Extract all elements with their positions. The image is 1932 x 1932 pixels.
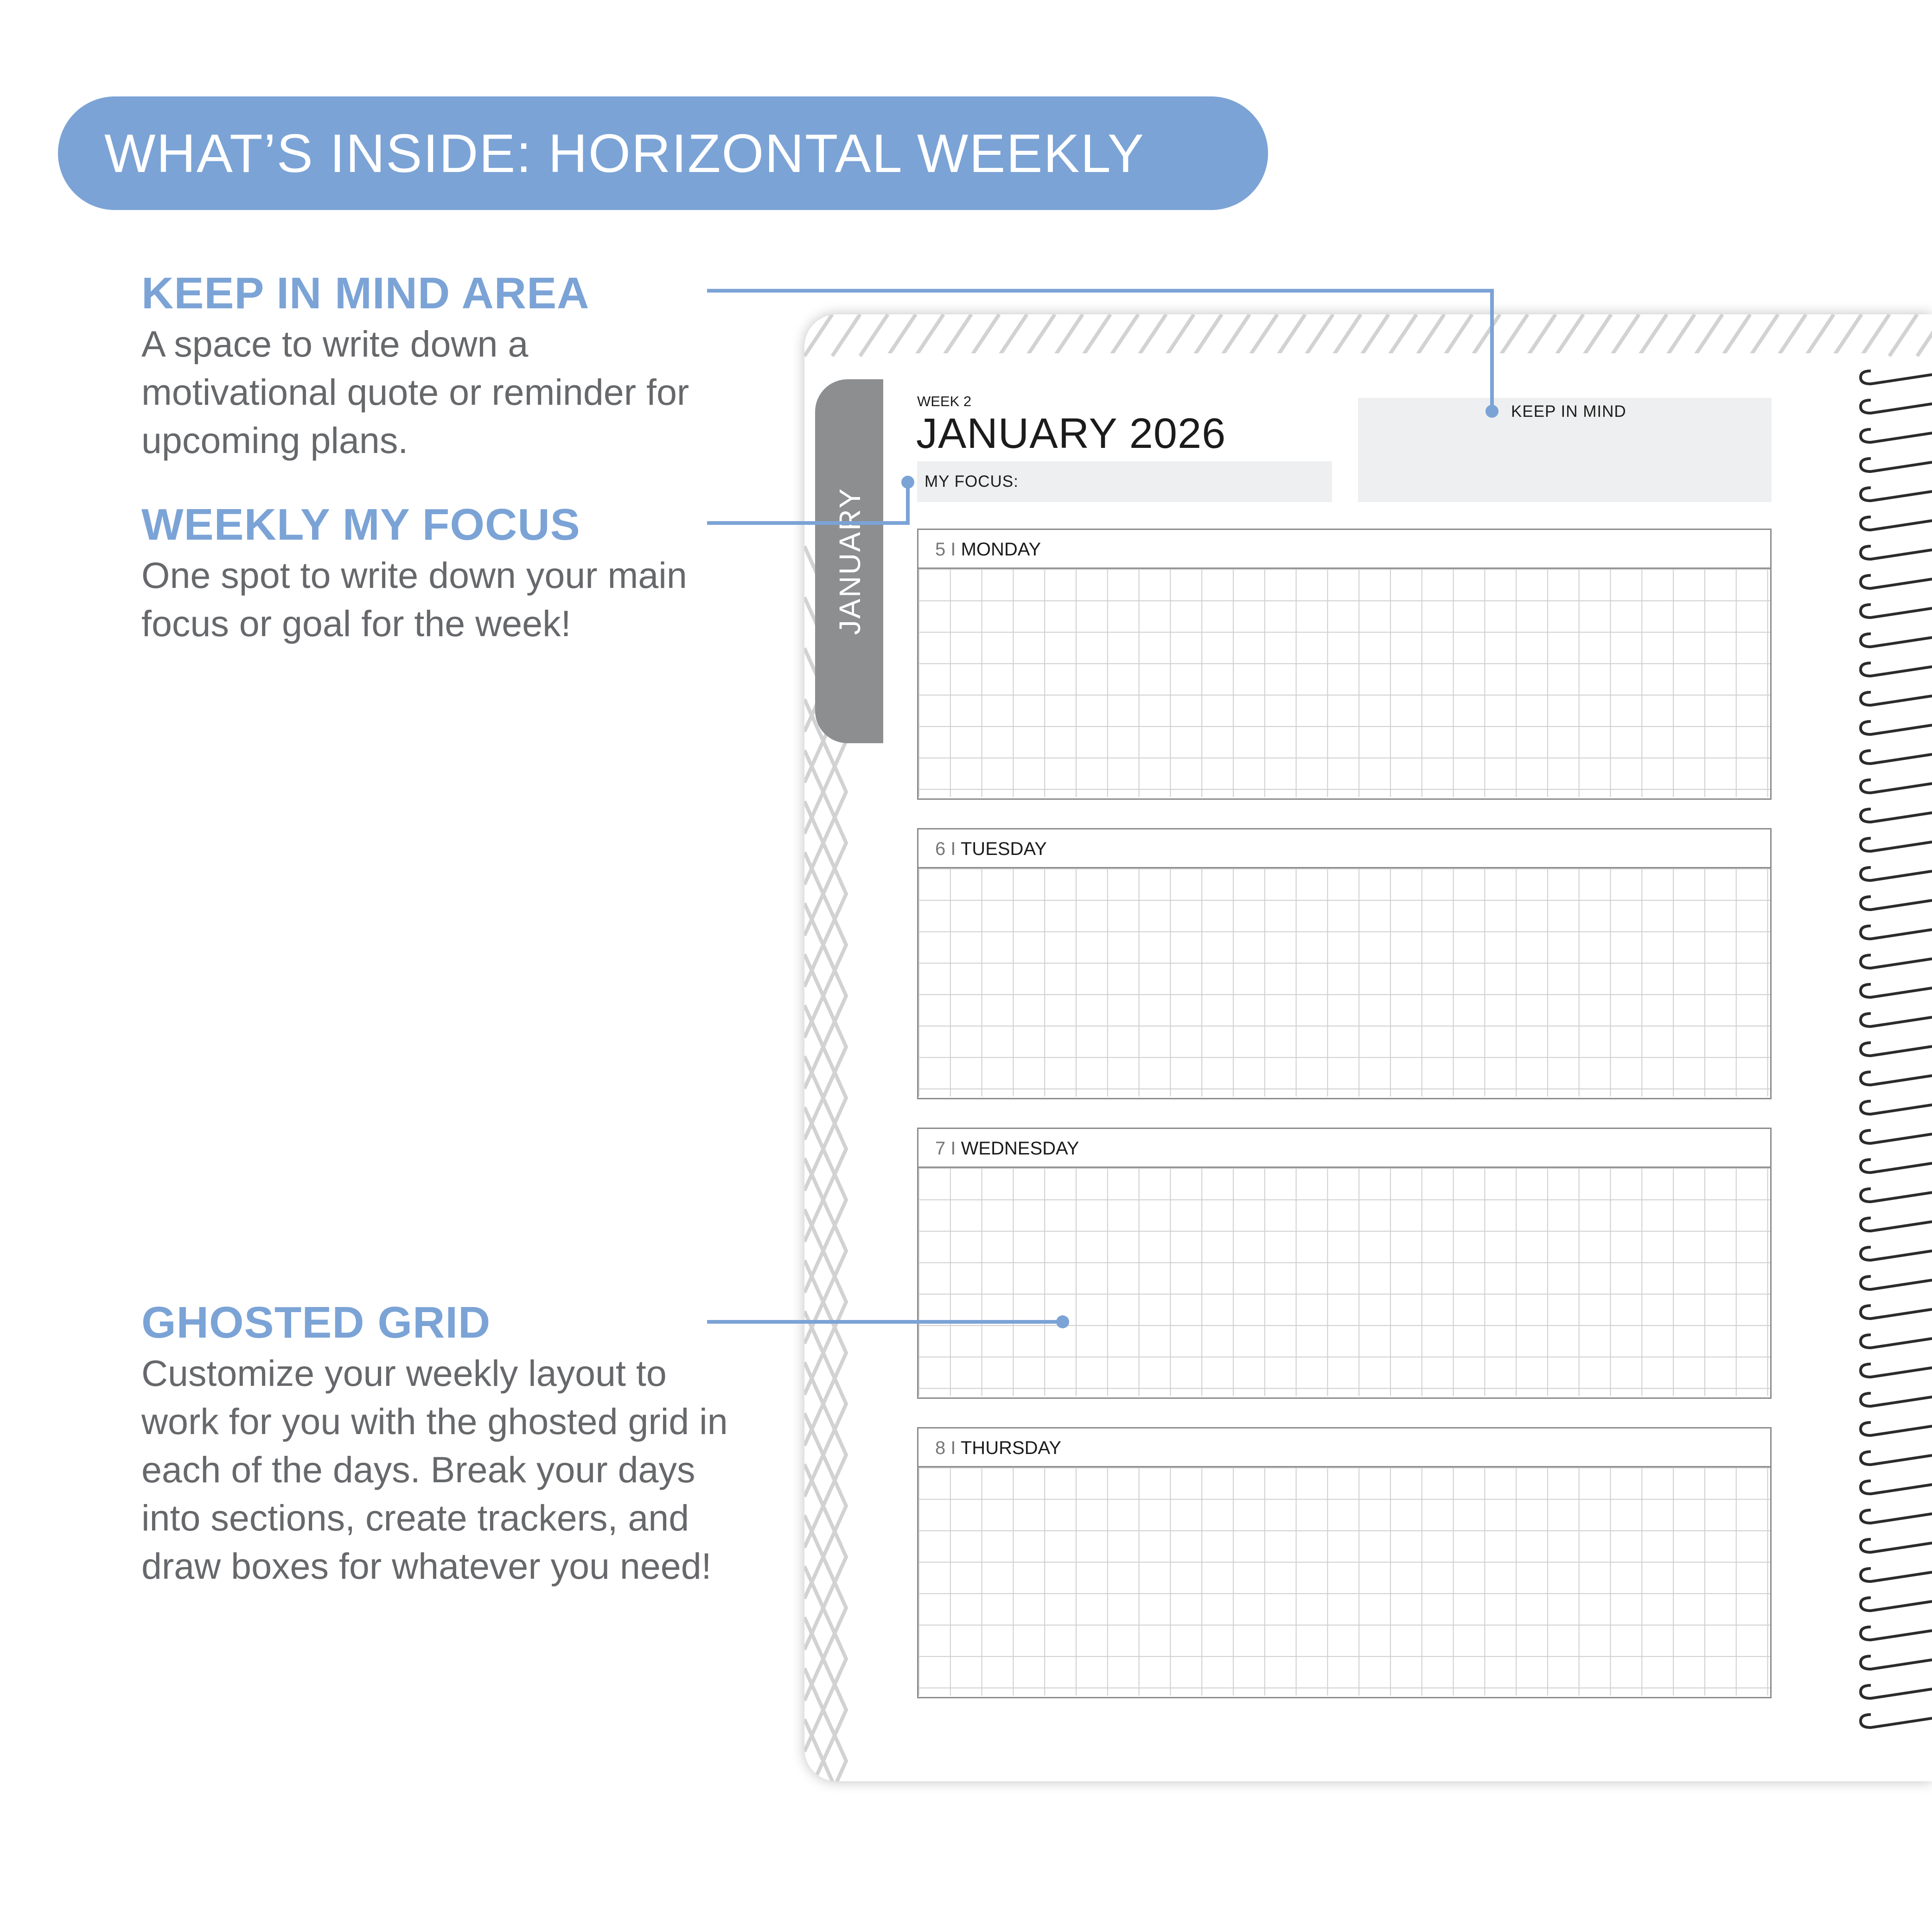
day-block-tuesday[interactable] [917, 828, 1772, 1099]
day-separator: I [945, 1438, 961, 1458]
callout-heading: GHOSTED GRID [141, 1298, 491, 1347]
day-name: MONDAY [961, 539, 1041, 560]
ghosted-grid[interactable] [918, 569, 1770, 797]
week-label: WEEK 2 [917, 393, 972, 409]
day-name: THURSDAY [960, 1438, 1061, 1458]
callout-weekly-focus [141, 498, 721, 648]
day-separator: I [945, 1138, 961, 1159]
day-header [918, 530, 1770, 569]
ghosted-grid[interactable] [918, 868, 1770, 1097]
day-block-wednesday[interactable] [917, 1128, 1772, 1399]
day-name: WEDNESDAY [961, 1138, 1079, 1159]
my-focus-field[interactable] [917, 461, 1332, 502]
day-header [918, 1129, 1770, 1168]
callout-heading: KEEP IN MIND AREA [141, 268, 590, 318]
month-tab-label: JANUARY [833, 487, 867, 635]
callout-body: One spot to write down your main focus or goal for the week! [141, 555, 687, 644]
day-separator: I [945, 839, 961, 859]
day-header [918, 1428, 1770, 1467]
day-number: 5 [935, 539, 946, 560]
day-number: 7 [935, 1138, 946, 1159]
day-number: 8 [935, 1438, 946, 1458]
ghosted-grid[interactable] [918, 1168, 1770, 1396]
callout-ghosted-grid [141, 1296, 740, 1590]
keep-in-mind-label: KEEP IN MIND [1511, 402, 1626, 421]
day-block-monday[interactable] [917, 529, 1772, 800]
title-banner [58, 96, 1268, 210]
day-separator: I [945, 539, 961, 560]
banner-title: WHAT’S INSIDE: HORIZONTAL WEEKLY [104, 123, 1145, 184]
keep-in-mind-field[interactable] [1358, 398, 1772, 502]
callout-heading: WEEKLY MY FOCUS [141, 500, 580, 549]
day-number: 6 [935, 839, 946, 859]
day-name: TUESDAY [960, 839, 1047, 859]
callout-body: Customize your weekly layout to work for you with the ghosted grid in each of the days. Break your days into sections, create trackers, and draw boxes for whatever you need! [141, 1352, 728, 1587]
month-tab[interactable] [815, 379, 885, 743]
callout-body: A space to write down a motivational quote or reminder for upcoming plans. [141, 323, 689, 461]
my-focus-label: MY FOCUS: [925, 472, 1019, 491]
day-block-thursday[interactable] [917, 1427, 1772, 1698]
callout-keep-in-mind [141, 267, 721, 465]
day-header [918, 829, 1770, 868]
ghosted-grid[interactable] [918, 1467, 1770, 1696]
month-title: JANUARY 2026 [916, 410, 1226, 457]
